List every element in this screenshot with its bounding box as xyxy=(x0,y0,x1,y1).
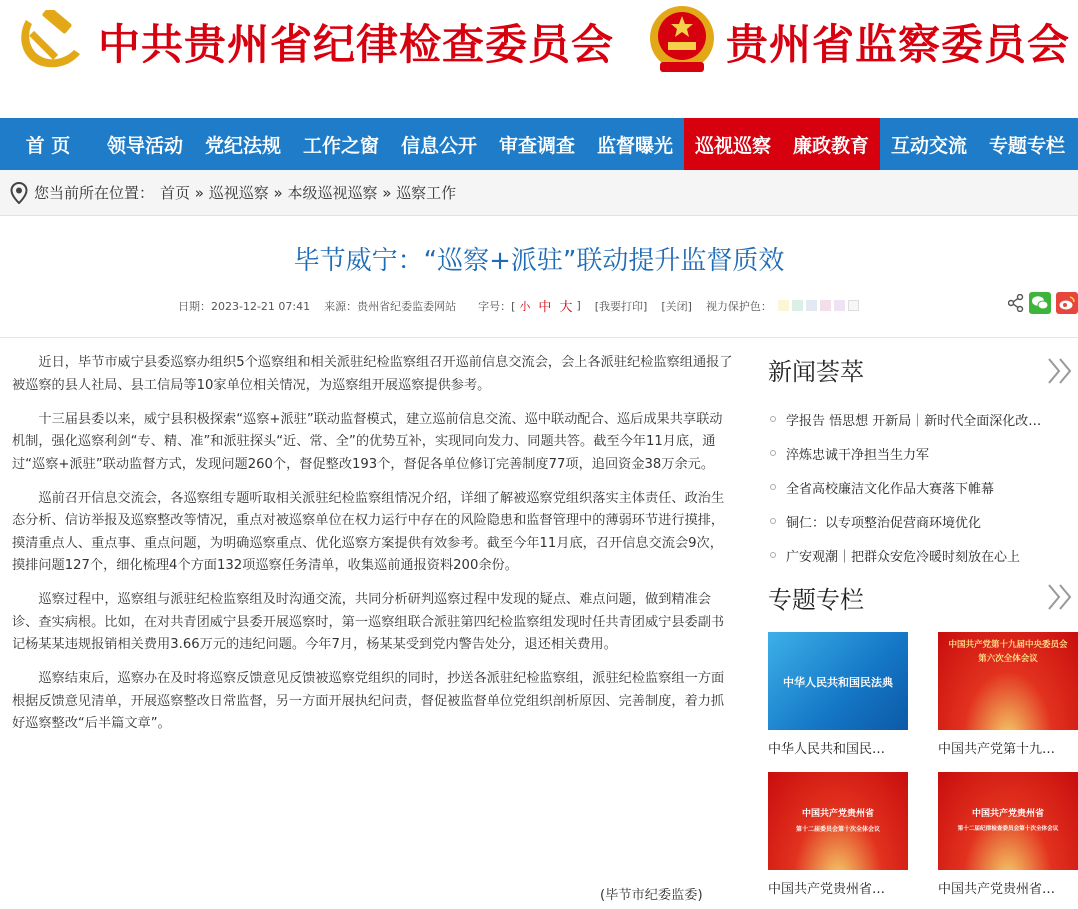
article-paragraph: 巡察结束后，巡察办在及时将巡察反馈意见反馈被巡察党组织的同时，抄送各派驻纪检监察组，派驻纪检监察组一方面根据反馈意见清单，开展巡察整改日常监督，另一方面开展执纪问责，督促被监督单位党组织剖析原因、完善制度，着力抓好巡察整改“后半篇文章”。 xyxy=(12,671,725,732)
font-size-large[interactable]: 大 xyxy=(559,300,573,315)
list-item[interactable] xyxy=(770,436,1070,470)
close-link[interactable]: [关闭] xyxy=(661,299,692,313)
nav-item-exposure[interactable]: 监督曝光 xyxy=(596,134,673,157)
font-size-label: 字号：[ xyxy=(478,299,516,313)
nav-item-integrity-education[interactable]: 廉政教育 xyxy=(782,118,880,170)
font-size-small[interactable]: 小 xyxy=(519,299,531,313)
nav-item-investigation[interactable]: 审查调查 xyxy=(498,134,575,157)
topic-image-text: 中国共产党贵州省 xyxy=(971,809,1044,819)
article-paragraph: 近日，毕节市威宁县委巡察办组织5个巡察组和相关派驻纪检监察组召开巡前信息交流会，会上各派驻纪检监察组通报了被巡察的县人社局、县工信局等10家单位相关情况，为巡察组开展巡察提供参考。 xyxy=(12,355,733,393)
topic-image-text: 中华人民共和国民法典 xyxy=(783,676,893,689)
nav-item-regulations[interactable]: 党纪法规 xyxy=(204,134,281,157)
article-paragraph: 十三届县委以来，威宁县积极探索“巡察+派驻”联动监督模式，建立巡前信息交流、巡中联动配合、巡后成果共享联动机制，强化巡察利剑“专、精、准”和派驻探头“近、常、全”的优势互补，实现同向发力、同题共答。截至今年11月底，通过“巡察+派驻”联动监督方式，发现问题260个，督促整改193个，督促各单位修订完善制度77项，追回资金38万余元。 xyxy=(12,411,723,472)
weibo-icon[interactable] xyxy=(1056,292,1078,314)
topic-image-text: 中国共产党贵州省 xyxy=(801,809,874,819)
news-heading: 新闻荟萃 xyxy=(768,358,864,386)
topic-image-text: 第六次全体会议 xyxy=(978,654,1038,664)
national-emblem-icon xyxy=(648,4,716,76)
topic-card[interactable] xyxy=(938,772,1078,897)
nav-item-home[interactable]: 首 页 xyxy=(25,134,71,157)
topic-image-text: 第十二届纪律检查委员会第十次全体会议 xyxy=(957,826,1059,832)
news-link[interactable]: 学报告 悟思想 开新局｜新时代全面深化改… xyxy=(786,413,1042,429)
site-title-left[interactable]: 中共贵州省纪律检查委员会 xyxy=(98,20,615,69)
article-header xyxy=(0,216,1078,338)
bullet-icon xyxy=(770,552,776,558)
topic-card[interactable] xyxy=(938,632,1078,757)
font-size-close: ] xyxy=(576,299,581,312)
list-item[interactable] xyxy=(770,538,1070,572)
topic-image-text: 第十二届委员会第十次全体会议 xyxy=(795,826,880,833)
topic-caption[interactable]: 中华人民共和国民… xyxy=(768,742,886,757)
site-title-right[interactable]: 贵州省监察委员会 xyxy=(726,20,1071,69)
font-size-medium[interactable]: 中 xyxy=(538,300,552,315)
article-date: 日期：2023-12-21 07:41 xyxy=(178,299,311,313)
article-source-footer: (毕节市纪委监委) xyxy=(600,888,703,903)
list-item[interactable] xyxy=(770,402,1070,436)
topic-caption[interactable]: 中国共产党贵州省… xyxy=(768,882,886,897)
topic-caption[interactable]: 中国共产党贵州省… xyxy=(938,882,1056,897)
topic-card[interactable] xyxy=(768,772,908,897)
list-item[interactable] xyxy=(770,470,1070,504)
topics-heading: 专题专栏 xyxy=(768,586,864,614)
eye-color-swatch[interactable] xyxy=(848,300,859,311)
breadcrumb-path[interactable]: 首页 » 巡视巡察 » 本级巡视巡察 » 巡察工作 xyxy=(160,184,457,202)
party-emblem-icon xyxy=(12,10,86,74)
nav-item-special-topics[interactable]: 专题专栏 xyxy=(988,134,1065,157)
news-link[interactable]: 淬炼忠诚干净担当生力军 xyxy=(786,447,930,463)
news-link[interactable]: 广安观潮｜把群众安危冷暖时刻放在心上 xyxy=(786,549,1021,565)
topic-image-text: 中国共产党第十九届中央委员会 xyxy=(948,640,1068,650)
breadcrumb-label: 您当前所在位置： xyxy=(34,184,155,202)
article-title: 毕节威宁：“巡察+派驻”联动提升监督质效 xyxy=(293,246,785,276)
eye-color-swatch[interactable] xyxy=(820,300,831,311)
location-pin-icon xyxy=(10,182,28,204)
nav-item-disclosure[interactable]: 信息公开 xyxy=(400,134,477,157)
nav-item-interaction[interactable]: 互动交流 xyxy=(890,134,967,157)
topic-image[interactable] xyxy=(938,772,1078,870)
bullet-icon xyxy=(770,416,776,422)
double-chevron-right-icon[interactable] xyxy=(1046,356,1074,386)
double-chevron-right-icon[interactable] xyxy=(1046,582,1074,612)
article-meta xyxy=(178,296,862,315)
article-source: 来源：贵州省纪委监委网站 xyxy=(324,299,457,313)
article-paragraph: 巡察过程中，巡察组与派驻纪检监察组及时沟通交流，共同分析研判巡察过程中发现的疑点、难点问题，做到精准会诊、查实病根。比如，在对共青团威宁县委开展巡察时，第一巡察组联合派驻第四纪检监察组发现时任共青团威宁县委副书记杨某某违规报销相关费用3.66万元的违纪问题。今年7月，杨某某受到党内警告处分，退还相关费用。 xyxy=(12,592,725,653)
bullet-icon xyxy=(770,450,776,456)
eye-color-swatch[interactable] xyxy=(778,300,789,311)
news-link[interactable]: 铜仁：以专项整治促营商环境优化 xyxy=(786,515,982,531)
news-list xyxy=(770,402,1070,572)
news-link[interactable]: 全省高校廉洁文化作品大赛落下帷幕 xyxy=(786,481,995,497)
article-paragraph: 巡前召开信息交流会，各巡察组专题听取相关派驻纪检监察组情况介绍，详细了解被巡察党组织落实主体责任、政治生态分析、信访举报及巡察整改等情况，重点对被巡察单位在权力运行中存在的风险隐患和监督管理中的薄弱环节进行摸排，摸清重点人、重点事、重点问题，为明确巡察重点、优化巡察方案提供有效参考。截至今年11月底，召开信息交流会9次，摸排问题127个，细化梳理4个方面132项巡察任务清单，收集巡前通报资料200余份。 xyxy=(12,490,725,574)
article-body xyxy=(12,352,734,747)
wechat-icon[interactable] xyxy=(1029,292,1051,314)
nav-item-leadership[interactable]: 领导活动 xyxy=(106,134,183,157)
topic-image[interactable] xyxy=(768,772,908,870)
share-icon[interactable] xyxy=(1008,294,1024,312)
bullet-icon xyxy=(770,518,776,524)
site-header xyxy=(0,0,1078,118)
bullet-icon xyxy=(770,484,776,490)
nav-item-inspection[interactable]: 巡视巡察 xyxy=(684,118,782,170)
topic-image[interactable] xyxy=(768,632,908,730)
nav-item-work-window[interactable]: 工作之窗 xyxy=(302,134,379,157)
eye-color-swatch[interactable] xyxy=(834,300,845,311)
eye-color-swatch[interactable] xyxy=(806,300,817,311)
eye-care-label: 视力保护色： xyxy=(705,299,772,313)
topic-caption[interactable]: 中国共产党第十九… xyxy=(938,742,1056,757)
topic-image[interactable] xyxy=(938,632,1078,730)
breadcrumb xyxy=(0,170,1078,216)
topic-card[interactable] xyxy=(768,632,908,757)
eye-color-swatch[interactable] xyxy=(792,300,803,311)
list-item[interactable] xyxy=(770,504,1070,538)
print-link[interactable]: [我要打印] xyxy=(594,299,648,313)
main-nav xyxy=(0,118,1078,170)
